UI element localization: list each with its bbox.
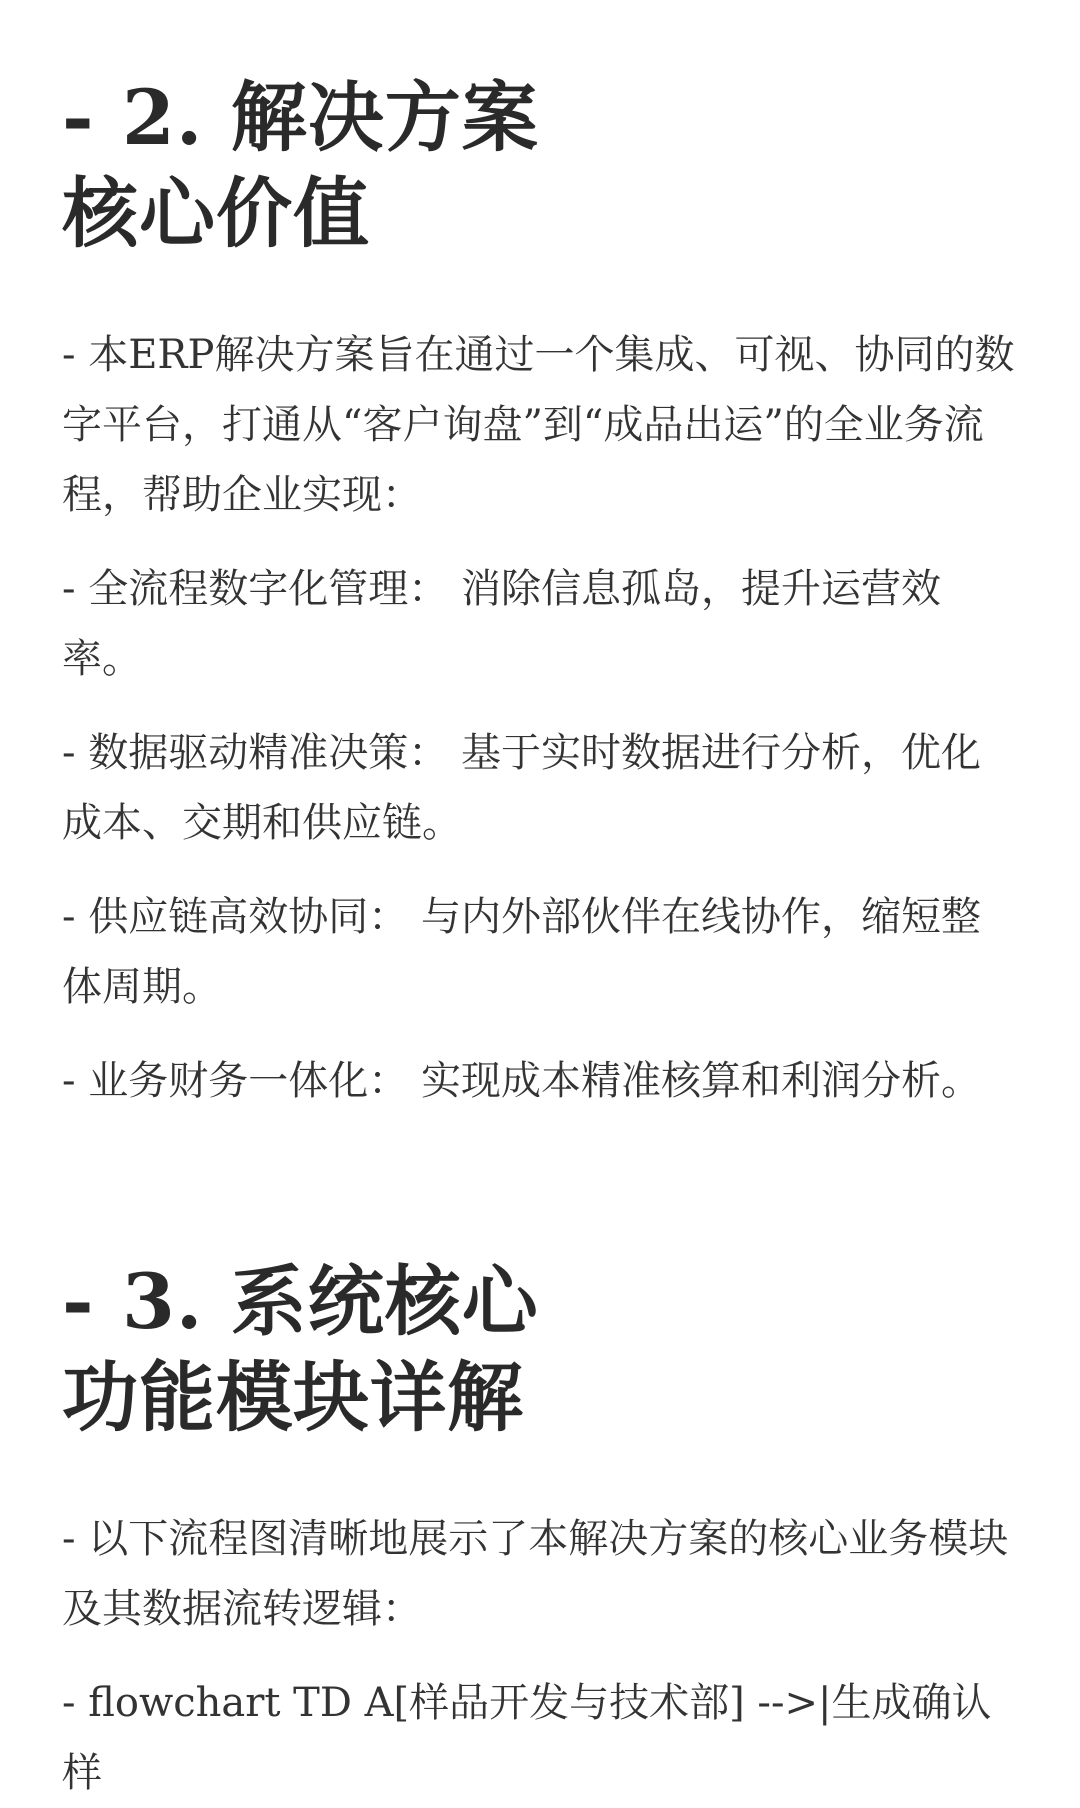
intro-paragraph: - 以下流程图清晰地展示了本解决方案的核心业务模块及其数据流转逻辑： [62,1516,1009,1632]
heading-line-2: 功能模块详解 [62,1353,524,1442]
heading-line-1: - 3. 系统核心 [62,1257,539,1346]
section-heading-core-modules [62,1254,1018,1446]
section-solution-value [62,70,1018,1116]
section-heading-solution-value [62,70,1018,262]
flowchart-text: - flowchart TD A[样品开发与技术部] -->|生成确认样 [62,1680,992,1796]
list-item: - 数据驱动精准决策： 基于实时数据进行分析，优化成本、交期和供应链。 [62,730,981,846]
list-item: - 业务财务一体化： 实现成本精准核算和利润分析。 [62,1058,981,1104]
list-item: - 供应链高效协同： 与内外部伙伴在线协作，缩短整体周期。 [62,894,981,1010]
intro-paragraph: - 本ERP解决方案旨在通过一个集成、可视、协同的数字平台，打通从“客户询盘”到“成品出运”的全业务流程，帮助企业实现： [62,332,1015,518]
heading-line-2: 核心价值 [62,169,370,258]
list-item: - 全流程数字化管理： 消除信息孤岛，提升运营效率。 [62,566,941,682]
section-core-modules [62,1254,1018,1808]
heading-line-1: - 2. 解决方案 [62,73,539,162]
